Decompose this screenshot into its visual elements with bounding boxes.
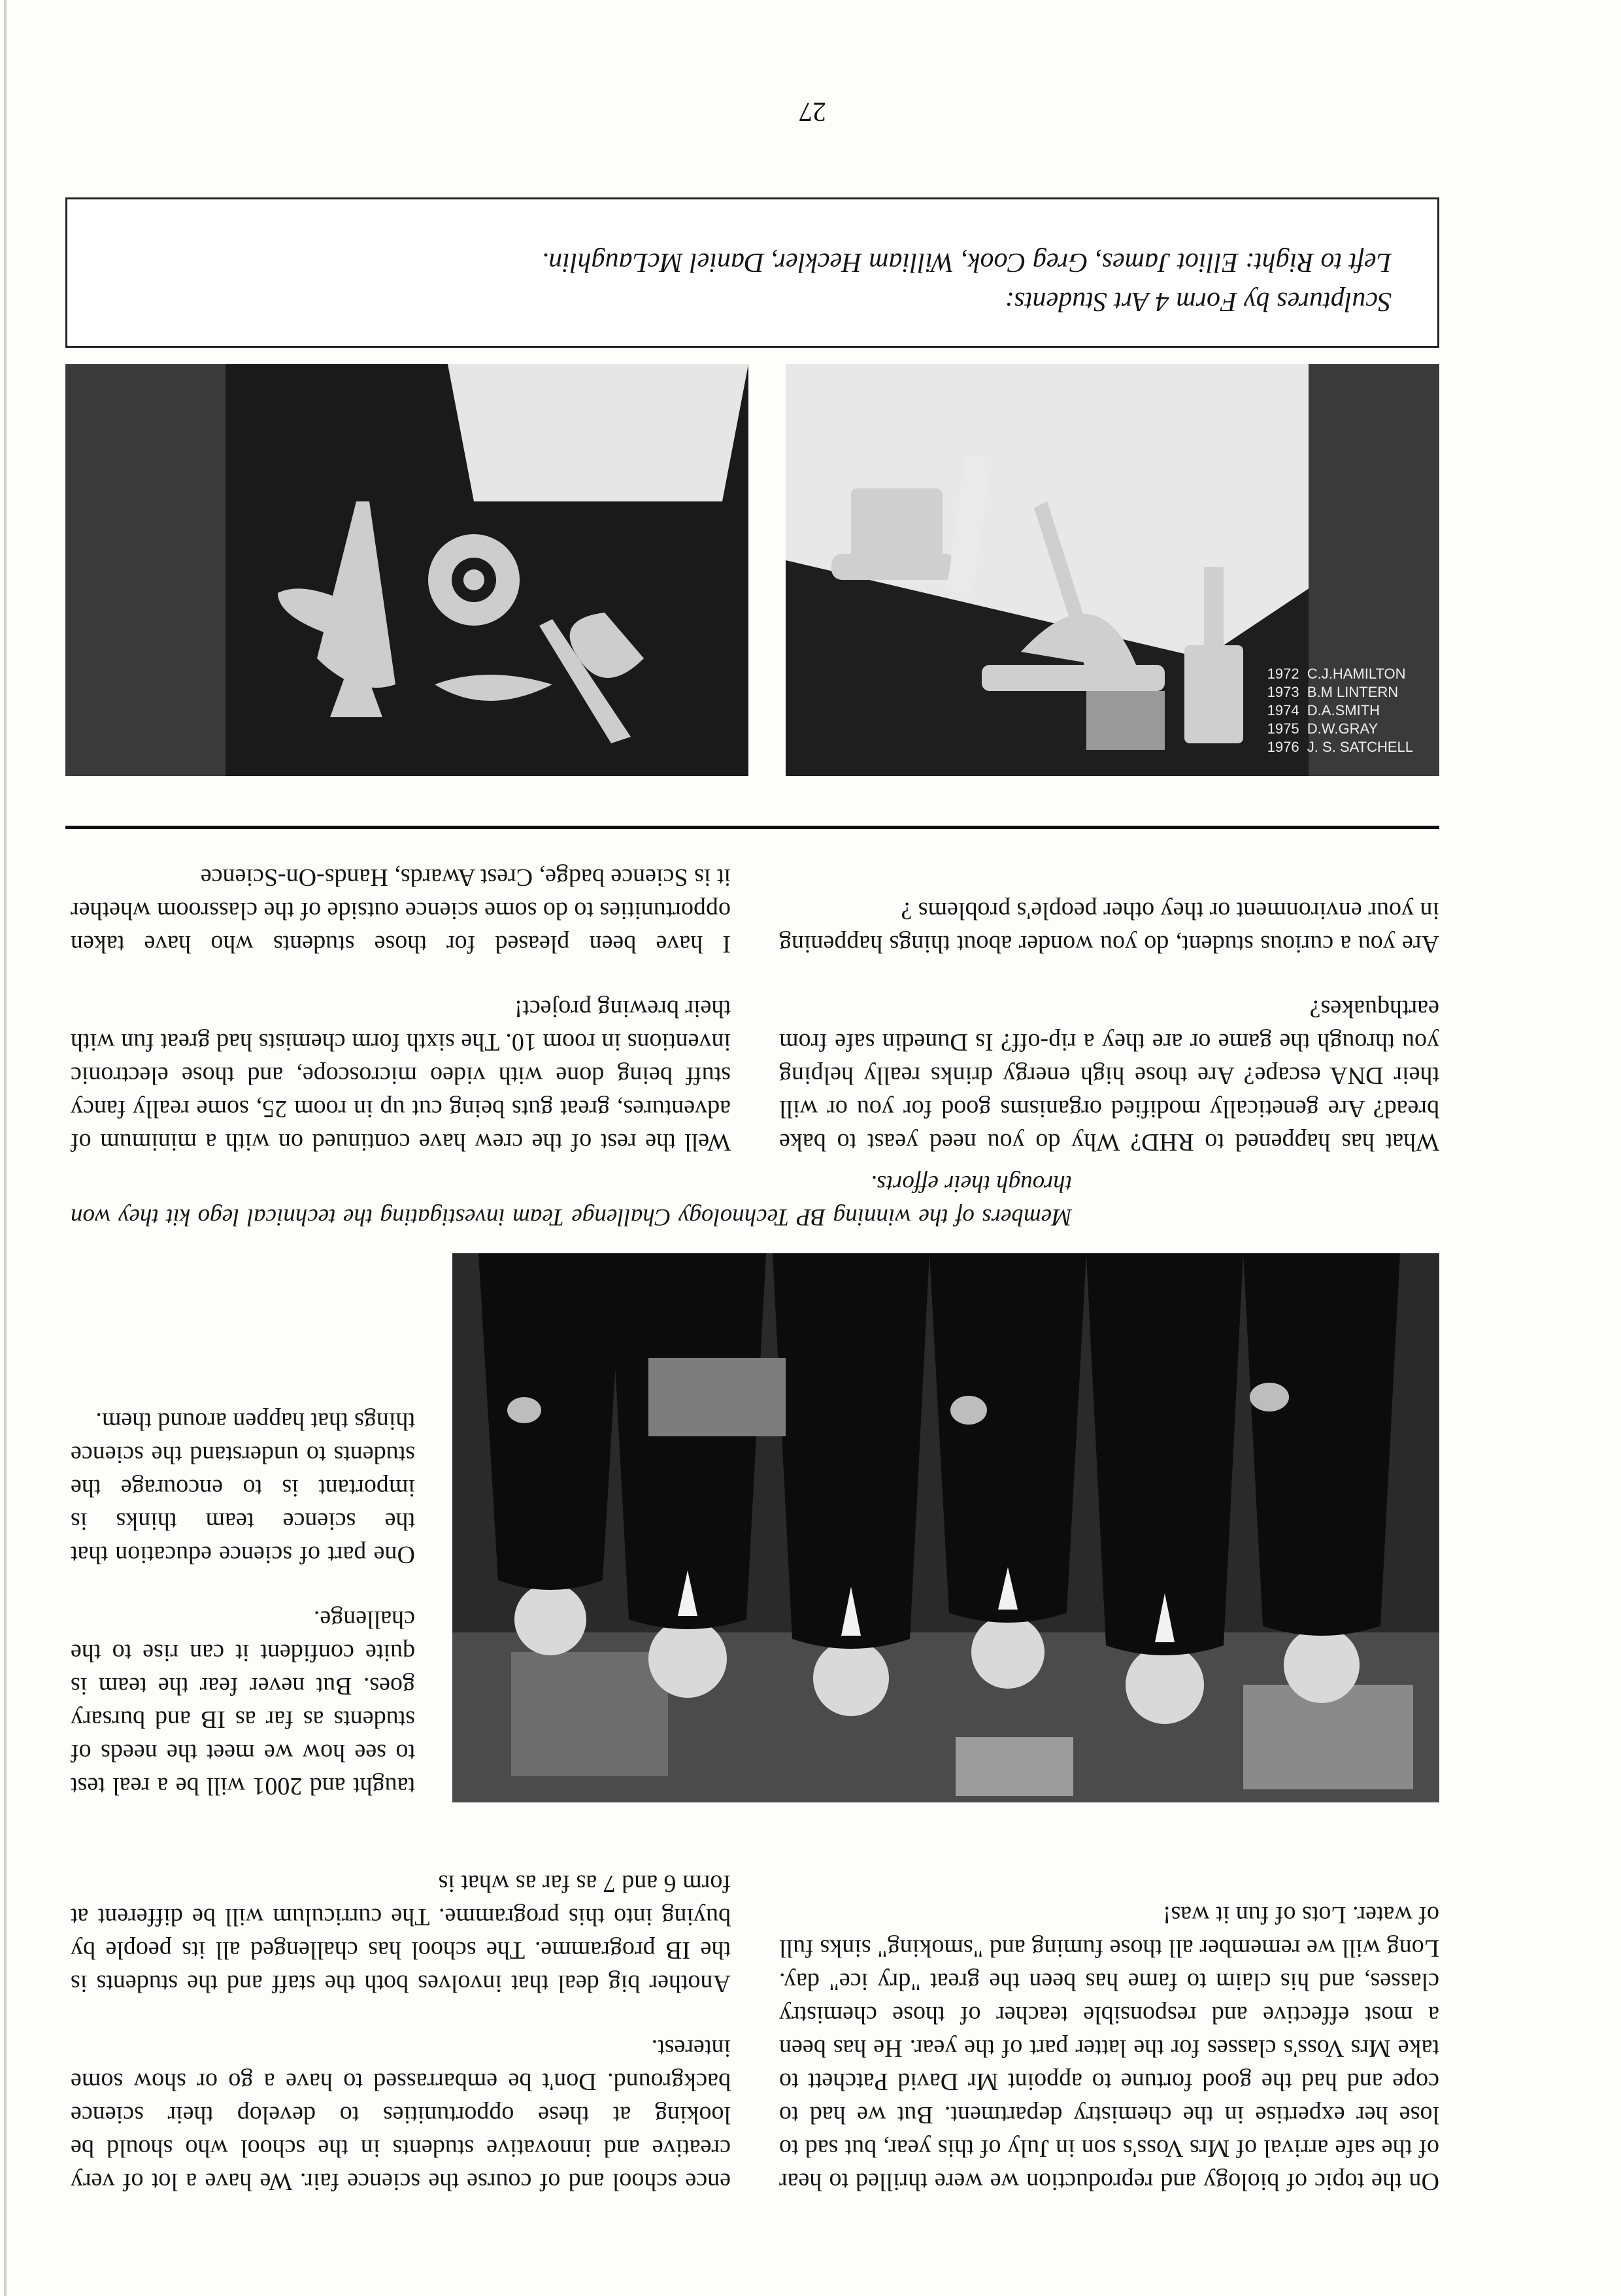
name-board	[1267, 665, 1413, 756]
sculpture-photo-right	[65, 364, 748, 776]
top-right-column	[71, 1866, 731, 2198]
sculpture-caption-names: Left to Right: Elliot James, Greg Cook, William Heckler, Daniel McLaughlin.	[541, 247, 1392, 277]
top-left-column	[779, 1898, 1439, 2198]
section-divider	[65, 826, 1439, 829]
paragraph: taught and 2001 will be a real test to see how we meet the needs of students as far as IB and bursary goes. But never fear the team is quite confident it can rise to the challenge.	[71, 1606, 415, 1800]
sculpture-photo-right-illustration	[65, 364, 748, 776]
paragraph: Another big deal that involves both the staff and the students is the IB programme. The school has challenged all its people by buying into this programme. The curriculum will be different at form 6 and 7 as far as what is	[71, 1870, 731, 1997]
paragraph: Well the rest of the crew have continued on with a minimum of adventures, great guts being cut up in room 25, some really fancy stuff being done with video microscope, and those electronic inventions in room 10. The sixth form chemists had great fun with their brewing project!	[71, 995, 731, 1156]
team-photo	[452, 1253, 1439, 1802]
name-board-row: 1973 B.M LINTERN	[1267, 684, 1399, 700]
name-board-row: 1976 J. S. SATCHELL	[1267, 739, 1413, 755]
team-photo-caption: Members of the winning BP Technology Challenge Team investigating the technical lego kit they won through their efforts.	[71, 1170, 1072, 1230]
paragraph: On the topic of biology and reproduction we were thrilled to hear of the safe arrival of Mrs Voss's son in July of this year, but sad to lose her expertise in the chemistry department. But we had to cope and had the good fortune to appoint Mr David Patchett to take Mrs Voss's classes for the latter part of the year. He has been a most effective and responsible teacher of those chemistry classes, and his claim to fame has been the great "dry ice" day. Long will we remember all those fuming and "smoking" sinks full of water. Lots of fun it was!	[779, 1901, 1439, 2195]
paragraph: Are you a curious student, do you wonder about things happening in your environment or they other people's problems ?	[779, 897, 1439, 958]
paragraph: I have been pleased for those students who have taken opportunities to do some science outside of the classroom whether it is Science badge, Crest Awards, Hands-On-Science	[71, 864, 731, 958]
page-edge-line	[4, 0, 7, 2296]
sculpture-caption-box	[65, 197, 1439, 348]
paragraph: One part of science education that the science team thinks is important is to encourage the students to understand the science things that happen around them.	[71, 1408, 415, 1568]
sculpture-photo-left	[786, 364, 1439, 776]
team-photo-illustration	[452, 1253, 1439, 1802]
name-board-row: 1974 D.A.SMITH	[1267, 702, 1380, 718]
sculpture-caption-title: Sculptures by Form 4 Art Students:	[1005, 286, 1392, 316]
paragraph: ence school and of course the science fair. We have a lot of very creative and innovative students in the school who should be looking at these opportunities to develop their science background. Don't be embarrassed to have a go or show some interest.	[71, 2034, 731, 2195]
paragraph: What has happened to RHD? Why do you need yeast to bake bread? Are genetically modified organisms good for you or will their DNA escape? Are those high energy drinks really helping you through the game or are they a rip-off? Is Dunedin safe from earthquakes?	[779, 995, 1439, 1156]
lower-left-column	[71, 860, 731, 1158]
name-board-row: 1972 C.J.HAMILTON	[1267, 666, 1406, 682]
narrow-column	[71, 1404, 415, 1802]
page-number: 27	[799, 96, 826, 126]
lower-right-column	[779, 894, 1439, 1158]
name-board-row: 1975 D.W.GRAY	[1267, 720, 1379, 737]
